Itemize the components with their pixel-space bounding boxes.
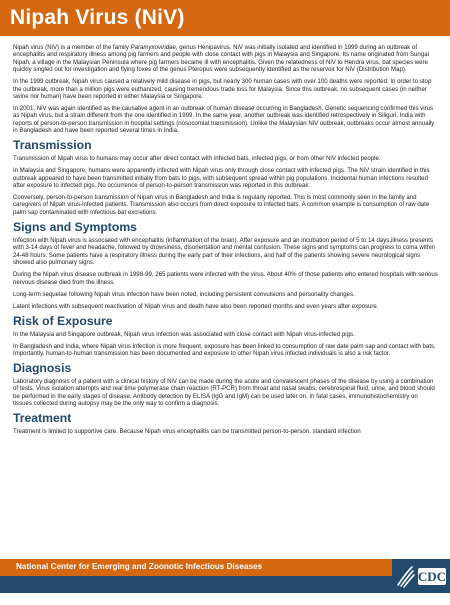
treatment-paragraph-1: Treatment is limited to supportive care. Because Nipah virus encephalitis can be transmitted person-to-person, standard infection xyxy=(13,428,361,436)
section-heading-exposure: Risk of Exposure xyxy=(13,313,113,328)
exposure-paragraph-1: In the Malaysia and Singapore outbreak, Nipah virus infection was associated with close contact with Nipah virus-infected pigs. xyxy=(13,330,355,338)
intro-paragraph-2: In the 1999 outbreak, Nipah virus caused a relatively mild disease in pigs, but nearly 300 human cases with over 100 deaths were reported. In order to stop the outbreak, more than a million pigs were euthanized, causing tremendous trade loss for Malaysia. Since this outbreak, no subsequent cases (in neither swine nor human) have been reported in either Malaysia or Singapore. xyxy=(13,78,432,101)
footer-banner xyxy=(0,559,450,605)
logo-area xyxy=(392,559,450,593)
intro-paragraph-3: In 2001, NiV was again identified as the causative agent in an outbreak of human disease occurring in Bangladesh. Genetic sequencing confirmed this virus as Nipah virus, but a strain different from the one identified in 1999. In the same year, another outbreak was identified retrospectively in Siliguri, India with reports of person-to-person transmission in hospital settings (nosocomial transmission). Unlike the Malaysian NiV outbreak, outbreaks occur almost annually in Bangladesh and have been reported several times in India. xyxy=(13,105,435,135)
symptoms-paragraph-3: Long-term sequelae following Nipah virus infection have been noted, including persistent convulsions and personality changes. xyxy=(13,290,355,298)
section-heading-transmission: Transmission xyxy=(13,138,92,153)
transmission-paragraph-1: Transmission of Nipah virus to humans may occur after direct contact with infected bats, infected pigs, or from other NiV infected people. xyxy=(13,155,381,163)
page-title: Nipah Virus (NiV) xyxy=(10,6,185,29)
section-heading-treatment: Treatment xyxy=(13,411,72,426)
intro-text-a: Nipah virus (NiV) is a member of the family xyxy=(13,44,131,51)
diagnosis-paragraph-1: Laboratory diagnosis of a patient with a clinical history of NiV can be made during the acute and convalescent phases of the disease by using a combination of tests. Virus isolation attempts and real time polymerase chain reaction (RT-PCR) from throat and nasal swabs, cerebrospinal fluid, urine, and blood should be performed in the early stages of disease. Antibody detection by ELISA (IgG and IgM) can be used later on. In fatal cases, immunohistochemistry on tissues collected during autopsy may be the only way to confirm a diagnosis. xyxy=(13,377,435,408)
transmission-paragraph-2: In Malaysia and Singapore, humans were apparently infected with Nipah virus only through close contact with infected pigs. The NiV strain identified in this outbreak appeared to have been transmitted initially from bats to pigs, with subsequent spread within pig populations. Incidental human infections resulted after exposure to infected pigs. No occurrence of person-to-person transmission was reported in this outbreak. xyxy=(13,167,430,190)
family-name: Paramyxoviridae xyxy=(130,44,176,51)
title-banner xyxy=(0,0,450,36)
intro-paragraph-1 xyxy=(13,44,438,74)
symptoms-paragraph-2: During the Nipah virus disease outbreak in 1998-99, 265 patients were infected with the virus. About 40% of those patients who entered hospitals with serious nervous disease died from the illness. xyxy=(13,271,438,286)
transmission-paragraph-3: Conversely, person-to-person transmission of Nipah virus in Bangladesh and India is regularly reported. This is most commonly seen in the family and caregivers of Nipah virus-infected patients. Transmission also occurs from direct exposure to infected bats. A common example is consumption of raw date palm sap contaminated with infectious bat excretions. xyxy=(13,194,430,216)
symptoms-paragraph-4: Latent infections with subsequent reactivation of Nipah virus and death have also been reported months and even years after exposure. xyxy=(13,302,379,310)
intro-text-b: , genus Henipavirus. NiV was initially isolated and identified in 1999 during an outbreak of encephalitis and respiratory illness among pig farmers and people with close contact with pigs in Malaysia and Singapore. Its name originated from Sungai Nipah, a village in the Malaysian Peninsula where pig farmers became ill with encephalitis. Given the relatedness of NiV to Hendra virus, bat species were quickly singled out for investigation and flying foxes of the genus Pteropus were subsequently identified as the reservoir for NiV (Distribution Map). xyxy=(13,44,429,74)
section-heading-diagnosis: Diagnosis xyxy=(13,360,72,375)
symptoms-paragraph-1: Infection with Nipah virus is associated with encephalitis (inflammation of the brain). After exposure and an incubation period of 5 to 14 days,illness presents with 3-14 days of fever and headache, followed by drowsiness, disorientation and mental confusion. These signs and symptoms can progress to coma within 24-48 hours. Some patients have a respiratory illness during the early part of their infections, and half of the patients showing severe neurological signs showed also pulmonary signs. xyxy=(13,236,435,267)
document-body xyxy=(13,44,438,440)
footer-division-name: Division of High-Consequence Pathogens and Pathology (DHCPP) xyxy=(16,596,254,605)
hhs-cdc-logo-icon xyxy=(392,559,450,593)
footer-center-name: National Center for Emerging and Zoonotic Infectious Diseases xyxy=(16,562,263,571)
footer-navy-bar xyxy=(0,576,392,605)
footer-orange-bar xyxy=(0,559,392,576)
section-heading-symptoms: Signs and Symptoms xyxy=(13,219,137,234)
cdc-logo-text: CDC xyxy=(417,569,447,584)
exposure-paragraph-2: In Bangladesh and India, where Nipah virus infection is more frequent, exposure has been linked to consumption of raw date palm sap and contact with bats. Importantly, human-to-human transmission has been documented and exposure to other Nipah virus infected individuals is also a risk factor. xyxy=(13,342,436,357)
